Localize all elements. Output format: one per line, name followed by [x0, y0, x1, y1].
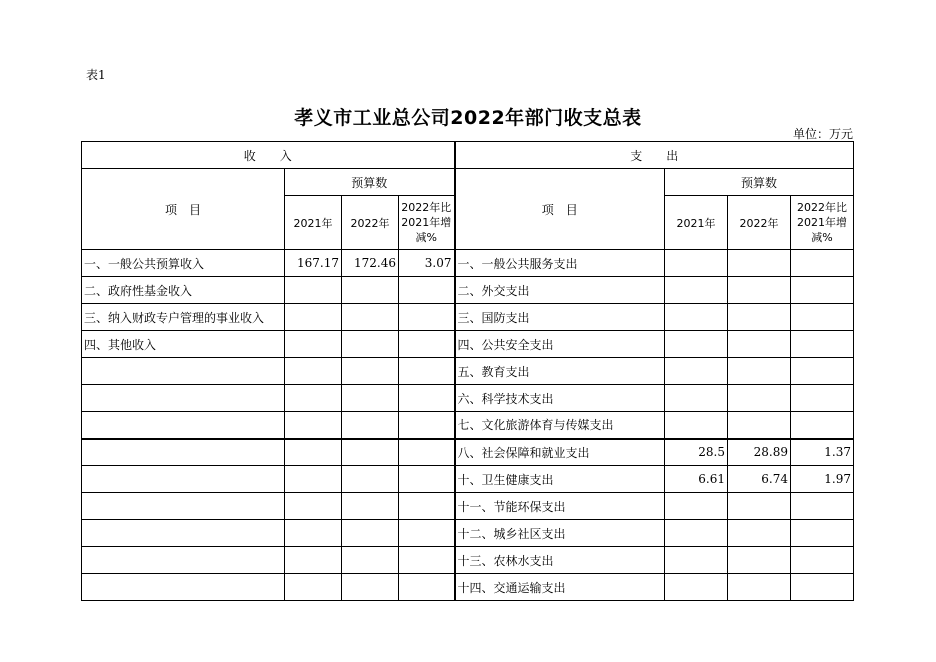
- expense-change-header: 2022年比2021年增减%: [791, 196, 854, 250]
- table-row: [82, 304, 854, 331]
- income-item-cell: [82, 412, 285, 439]
- expense-change-cell: 1.97: [791, 466, 854, 493]
- income-item-cell: [82, 547, 285, 574]
- income-item-cell: 一、一般公共预算收入: [82, 250, 285, 277]
- income-change-cell: [399, 385, 455, 412]
- income-2022-cell: [342, 385, 399, 412]
- income-2022-cell: [342, 547, 399, 574]
- income-section-header: 收 入: [82, 142, 455, 169]
- expense-2021-cell: [665, 385, 728, 412]
- table-row: [82, 358, 854, 385]
- expense-2021-cell: 6.61: [665, 466, 728, 493]
- expense-item-header: 项 目: [455, 169, 665, 250]
- income-2022-cell: [342, 412, 399, 439]
- expense-2022-cell: [728, 412, 791, 439]
- table-row: [82, 277, 854, 304]
- expense-item-cell: 十一、节能环保支出: [455, 493, 665, 520]
- expense-item-cell: 二、外交支出: [455, 277, 665, 304]
- expense-change-cell: [791, 331, 854, 358]
- income-item-cell: 三、纳入财政专户管理的事业收入: [82, 304, 285, 331]
- income-2021-cell: [285, 493, 342, 520]
- income-change-cell: [399, 412, 455, 439]
- expense-2021-cell: 28.5: [665, 439, 728, 466]
- income-change-cell: [399, 331, 455, 358]
- expense-change-cell: [791, 250, 854, 277]
- income-2021-cell: 167.17: [285, 250, 342, 277]
- expense-2022-cell: [728, 304, 791, 331]
- income-item-cell: [82, 520, 285, 547]
- income-2022-cell: [342, 574, 399, 601]
- income-2021-cell: [285, 466, 342, 493]
- income-change-cell: [399, 493, 455, 520]
- income-change-cell: [399, 520, 455, 547]
- income-2021-cell: [285, 574, 342, 601]
- income-2021-cell: [285, 358, 342, 385]
- expense-2022-cell: [728, 250, 791, 277]
- income-2022-cell: [342, 439, 399, 466]
- expense-2021-cell: [665, 412, 728, 439]
- expense-change-cell: [791, 412, 854, 439]
- table-row: [82, 574, 854, 601]
- expense-change-cell: [791, 493, 854, 520]
- table-row: [82, 331, 854, 358]
- income-budget-header: 预算数: [285, 169, 455, 196]
- income-item-cell: [82, 439, 285, 466]
- expense-change-cell: [791, 520, 854, 547]
- expense-2021-cell: [665, 331, 728, 358]
- income-2021-cell: [285, 385, 342, 412]
- income-change-cell: [399, 358, 455, 385]
- income-item-header: 项 目: [82, 169, 285, 250]
- income-2022-cell: [342, 304, 399, 331]
- expense-change-cell: [791, 358, 854, 385]
- table-row: [82, 547, 854, 574]
- income-2021-cell: [285, 304, 342, 331]
- expense-2022-cell: 28.89: [728, 439, 791, 466]
- table-row: [82, 439, 854, 466]
- table-row: [82, 493, 854, 520]
- expense-item-cell: 五、教育支出: [455, 358, 665, 385]
- expense-2022-cell: [728, 520, 791, 547]
- expense-item-cell: 十二、城乡社区支出: [455, 520, 665, 547]
- table-label: 表1: [86, 68, 106, 82]
- income-2021-cell: [285, 520, 342, 547]
- income-item-cell: [82, 358, 285, 385]
- income-2021-header: 2021年: [285, 196, 342, 250]
- unit-label: 单位：万元: [792, 127, 853, 141]
- income-item-cell: [82, 574, 285, 601]
- expense-2022-cell: [728, 574, 791, 601]
- expense-2021-cell: [665, 493, 728, 520]
- expense-2022-cell: [728, 547, 791, 574]
- expense-change-cell: [791, 304, 854, 331]
- income-change-cell: [399, 466, 455, 493]
- income-change-header: 2022年比2021年增减%: [399, 196, 455, 250]
- income-2021-cell: [285, 331, 342, 358]
- expense-2021-cell: [665, 358, 728, 385]
- expense-2022-cell: [728, 493, 791, 520]
- income-2022-cell: [342, 331, 399, 358]
- income-2021-cell: [285, 277, 342, 304]
- expense-2021-cell: [665, 520, 728, 547]
- expense-2022-cell: [728, 358, 791, 385]
- income-change-cell: 3.07: [399, 250, 455, 277]
- income-2022-cell: 172.46: [342, 250, 399, 277]
- income-2021-cell: [285, 412, 342, 439]
- income-2022-cell: [342, 520, 399, 547]
- income-2022-cell: [342, 466, 399, 493]
- expense-2021-cell: [665, 304, 728, 331]
- expense-item-cell: 七、文化旅游体育与传媒支出: [455, 412, 665, 439]
- income-item-cell: [82, 493, 285, 520]
- table-row: [82, 466, 854, 493]
- table-row: [82, 412, 854, 439]
- expense-2022-cell: [728, 385, 791, 412]
- page-title: 孝义市工业总公司2022年部门收支总表: [294, 107, 642, 129]
- expense-change-cell: 1.37: [791, 439, 854, 466]
- expense-change-cell: [791, 385, 854, 412]
- expense-2021-cell: [665, 250, 728, 277]
- income-2021-cell: [285, 547, 342, 574]
- income-2022-cell: [342, 277, 399, 304]
- expense-change-cell: [791, 574, 854, 601]
- income-item-cell: [82, 466, 285, 493]
- expense-2021-cell: [665, 574, 728, 601]
- income-2022-header: 2022年: [342, 196, 399, 250]
- expense-change-cell: [791, 547, 854, 574]
- expense-2021-cell: [665, 277, 728, 304]
- expense-item-cell: 十、卫生健康支出: [455, 466, 665, 493]
- expense-2022-cell: [728, 331, 791, 358]
- expense-change-cell: [791, 277, 854, 304]
- expense-item-cell: 十四、交通运输支出: [455, 574, 665, 601]
- income-change-cell: [399, 574, 455, 601]
- expense-budget-header: 预算数: [665, 169, 854, 196]
- table-row: [82, 385, 854, 412]
- expense-section-header: 支 出: [455, 142, 854, 169]
- expense-item-cell: 八、社会保障和就业支出: [455, 439, 665, 466]
- income-2022-cell: [342, 358, 399, 385]
- expense-item-cell: 三、国防支出: [455, 304, 665, 331]
- expense-2022-cell: [728, 277, 791, 304]
- income-item-cell: [82, 385, 285, 412]
- expense-item-cell: 六、科学技术支出: [455, 385, 665, 412]
- table-row: [82, 520, 854, 547]
- income-item-cell: 四、其他收入: [82, 331, 285, 358]
- expense-2022-header: 2022年: [728, 196, 791, 250]
- expense-item-cell: 四、公共安全支出: [455, 331, 665, 358]
- income-2022-cell: [342, 493, 399, 520]
- table-row: [82, 250, 854, 277]
- income-change-cell: [399, 547, 455, 574]
- income-2021-cell: [285, 439, 342, 466]
- income-change-cell: [399, 439, 455, 466]
- income-change-cell: [399, 277, 455, 304]
- expense-item-cell: 一、一般公共服务支出: [455, 250, 665, 277]
- expense-2022-cell: 6.74: [728, 466, 791, 493]
- income-item-cell: 二、政府性基金收入: [82, 277, 285, 304]
- income-change-cell: [399, 304, 455, 331]
- expense-item-cell: 十三、农林水支出: [455, 547, 665, 574]
- budget-summary-table: [81, 141, 854, 601]
- expense-2021-header: 2021年: [665, 196, 728, 250]
- expense-2021-cell: [665, 547, 728, 574]
